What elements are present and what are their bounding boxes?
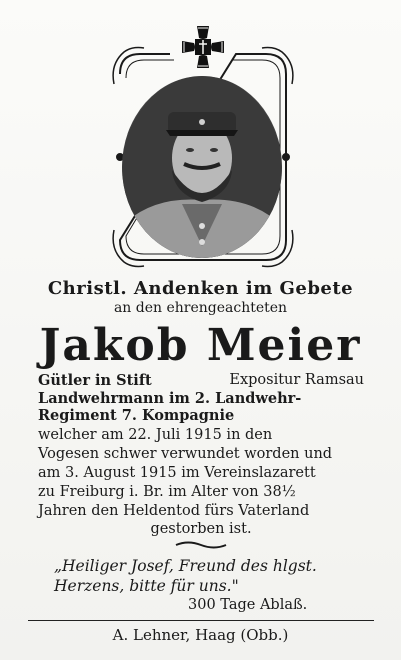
prayer-line1: „Heiliger Josef, Freund des hlgst. [54, 557, 317, 575]
prayer-line2: Herzens, bitte für uns." [54, 577, 239, 595]
soldier-portrait-icon [122, 76, 282, 258]
text-line-6: am 3. August 1915 im Vereinslazarett [38, 465, 316, 481]
rank-line: Landwehrmann im 2. Landwehr- [38, 390, 302, 407]
occupation: Gütler in Stift [38, 372, 152, 389]
iron-cross-icon [180, 24, 226, 70]
ornament-divider-icon [174, 540, 228, 550]
deceased-name: Jakob Meier [39, 320, 362, 371]
printer-imprint: A. Lehner, Haag (Obb.) [112, 626, 289, 644]
portrait-photo [122, 76, 282, 258]
text-line-7: zu Freiburg i. Br. im Alter von 38½ [38, 484, 296, 500]
text-line-4: welcher am 22. Juli 1915 in den [38, 427, 273, 443]
text-line-8: Jahren den Heldentod fürs Vaterland [38, 503, 310, 519]
indulgence-note: 300 Tage Ablaß. [188, 597, 308, 613]
header-line1: Christl. Andenken im Gebete [47, 278, 354, 299]
text-line-9: gestorben ist. [150, 521, 252, 537]
parish: Expositur Ramsau [229, 372, 364, 388]
text-line-5: Vogesen schwer verwundet worden und [38, 446, 333, 462]
regiment-line: Regiment 7. Kompagnie [38, 407, 235, 424]
occupation-line [38, 372, 364, 389]
header-line2: an den ehrengeachteten [113, 300, 288, 316]
divider-line [28, 620, 374, 621]
